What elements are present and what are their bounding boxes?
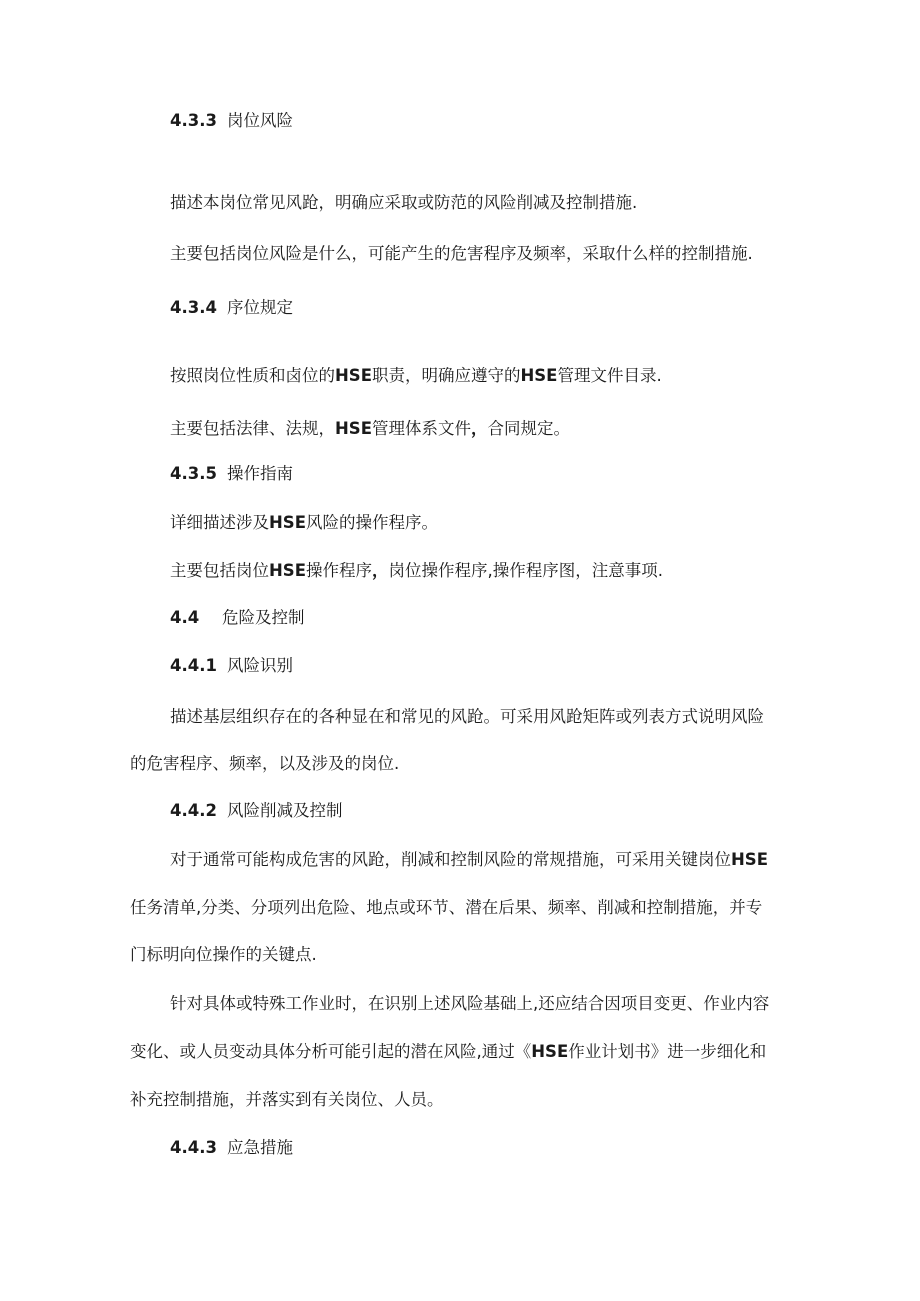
section-number: 4.4.3	[170, 1138, 217, 1157]
text: 详细描述涉及	[170, 513, 269, 532]
paragraph-line: 门标明向位操作的关键点.	[130, 945, 317, 964]
text: 合同规定。	[487, 419, 570, 438]
section-title: 序位规定	[227, 298, 293, 317]
section-title: 风险削减及控制	[227, 801, 343, 820]
paragraph: 描述本岗位常见风跄，明确应采取或防范的风险削减及控制措施.	[170, 193, 638, 212]
section-number: 4.4	[170, 608, 200, 627]
paragraph-line: 任务清单,分类、分项列出危险、地点或环节、潜在后果、频率、削减和控制措施，并专	[130, 898, 763, 917]
text: 职责，明确应遵守的	[371, 366, 521, 385]
paragraph-line: 针对具体或特殊工作业时，在识别上述风险基础上,还应结合因项目变更、作业内容	[170, 994, 770, 1013]
text: 变化、或人员变动具体分析可能引起的潜在风险,通过《	[130, 1042, 532, 1061]
section-heading-4-4-2	[170, 801, 343, 821]
paragraph	[170, 419, 570, 439]
section-number: 4.3.4	[170, 298, 217, 317]
section-number: 4.3.5	[170, 464, 217, 483]
paragraph-line: 补充控制措施，并落实到有关岗位、人员。	[130, 1090, 444, 1109]
text: 管理体系文件	[371, 419, 471, 438]
paragraph-line	[170, 850, 768, 870]
section-number: 4.3.3	[170, 111, 217, 130]
text-bold: HSE	[335, 419, 372, 438]
text-bold: ，	[470, 419, 488, 438]
text: 操作程序	[305, 561, 372, 580]
text-bold: HSE	[531, 1042, 569, 1061]
text: 风险的操作程序。	[305, 513, 438, 532]
paragraph-line: 的危害程序、频率，以及涉及的岗位.	[130, 754, 400, 773]
section-heading-4-3-3	[170, 111, 293, 131]
paragraph: 主要包括岗位风险是什么，可能产生的危害程序及频率，采取什么样的控制措施.	[170, 244, 753, 263]
text: 按照岗位性质和卤位的	[170, 366, 335, 385]
text: 对于通常可能构成危害的风跄，削减和控制风险的常规措施，可采用关键岗位	[170, 850, 731, 869]
text-bold: ，	[371, 561, 389, 580]
section-title: 风险识别	[227, 656, 293, 675]
section-number: 4.4.1	[170, 656, 217, 675]
section-title: 应急措施	[227, 1138, 293, 1157]
section-title: 操作指南	[227, 464, 293, 483]
section-title: 危险及控制	[222, 608, 305, 627]
paragraph	[170, 561, 663, 581]
section-heading-4-3-5	[170, 464, 293, 484]
text: 岗位操作程序,操作程序图，注意事项.	[388, 561, 663, 580]
text: 主要包括法律、法规，	[170, 419, 335, 438]
text-bold: HSE	[520, 366, 558, 385]
text-bold: HSE	[269, 513, 306, 532]
text-bold: HSE	[269, 561, 306, 580]
paragraph	[170, 366, 662, 386]
section-heading-4-4	[170, 608, 305, 628]
paragraph	[170, 513, 438, 533]
text: 管理文件目录.	[557, 366, 662, 385]
section-heading-4-4-1	[170, 656, 293, 676]
section-heading-4-4-3	[170, 1138, 293, 1158]
text-bold: HSE	[731, 850, 768, 869]
section-number: 4.4.2	[170, 801, 217, 820]
text: 主要包括岗位	[170, 561, 269, 580]
text-bold: HSE	[335, 366, 372, 385]
text: 作业计划书》进一步细化和	[568, 1042, 767, 1061]
section-title: 岗位风险	[227, 111, 293, 130]
section-heading-4-3-4	[170, 298, 293, 318]
paragraph-line: 描述基层组织存在的各种显在和常见的风跄。可采用风跄矩阵或列表方式说明风险	[170, 707, 764, 726]
paragraph-line	[130, 1042, 766, 1062]
